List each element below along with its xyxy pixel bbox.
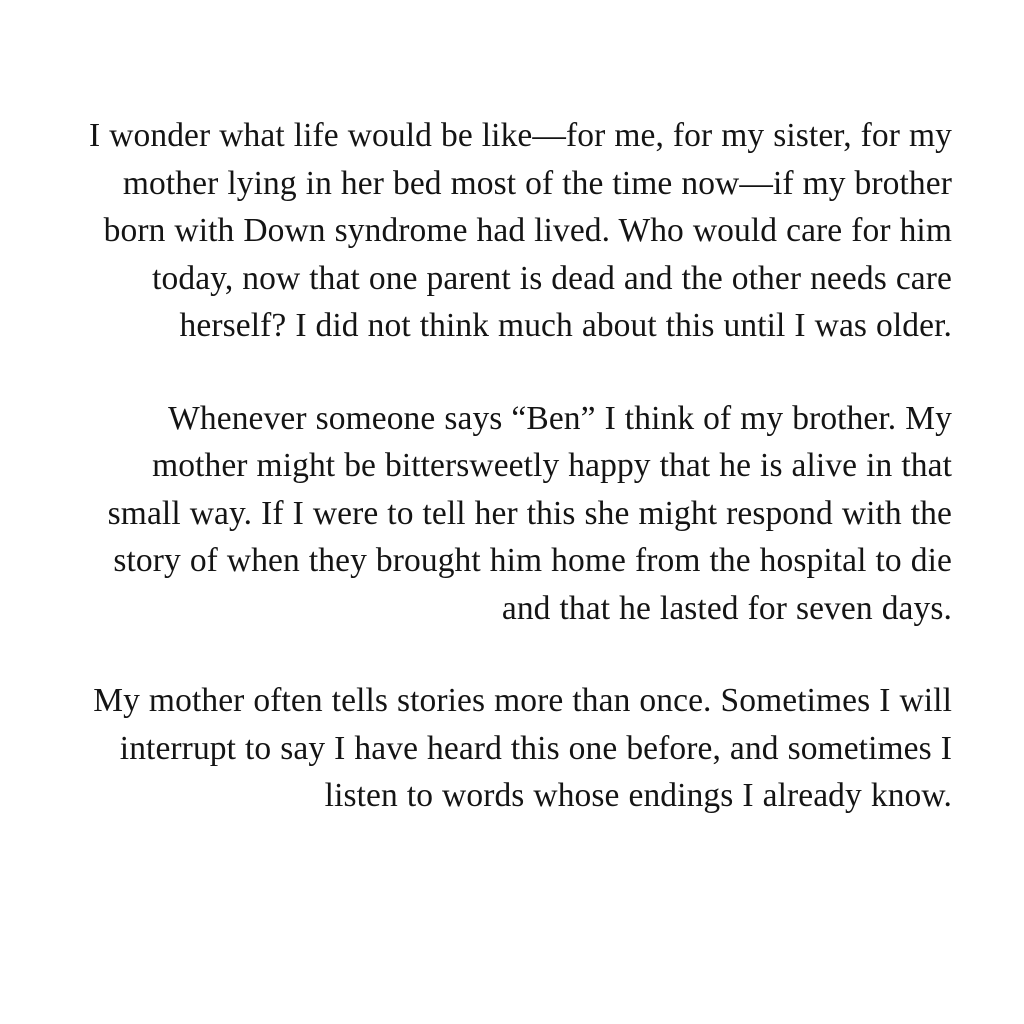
paragraph-2: Whenever someone says “Ben” I think of my brother. My mother might be bittersweetly happy that he is alive in that small way. If I were to tell her this she might respond with the story of when they brought him home from the hospital to die and that he lasted for seven days. [107, 399, 952, 627]
paragraph-1: I wonder what life would be like—for me, for my sister, for my mother lying in her bed most of the time now—if my brother born with Down syndrome had lived. Who would care for him today, now that one parent is dead and the other needs care herself? I did not think much about this until I was older. [88, 117, 952, 344]
paragraph-3: My mother often tells stories more than once. Sometimes I will interrupt to say I have heard this one before, and sometimes I listen to words whose endings I already know. [93, 682, 952, 814]
